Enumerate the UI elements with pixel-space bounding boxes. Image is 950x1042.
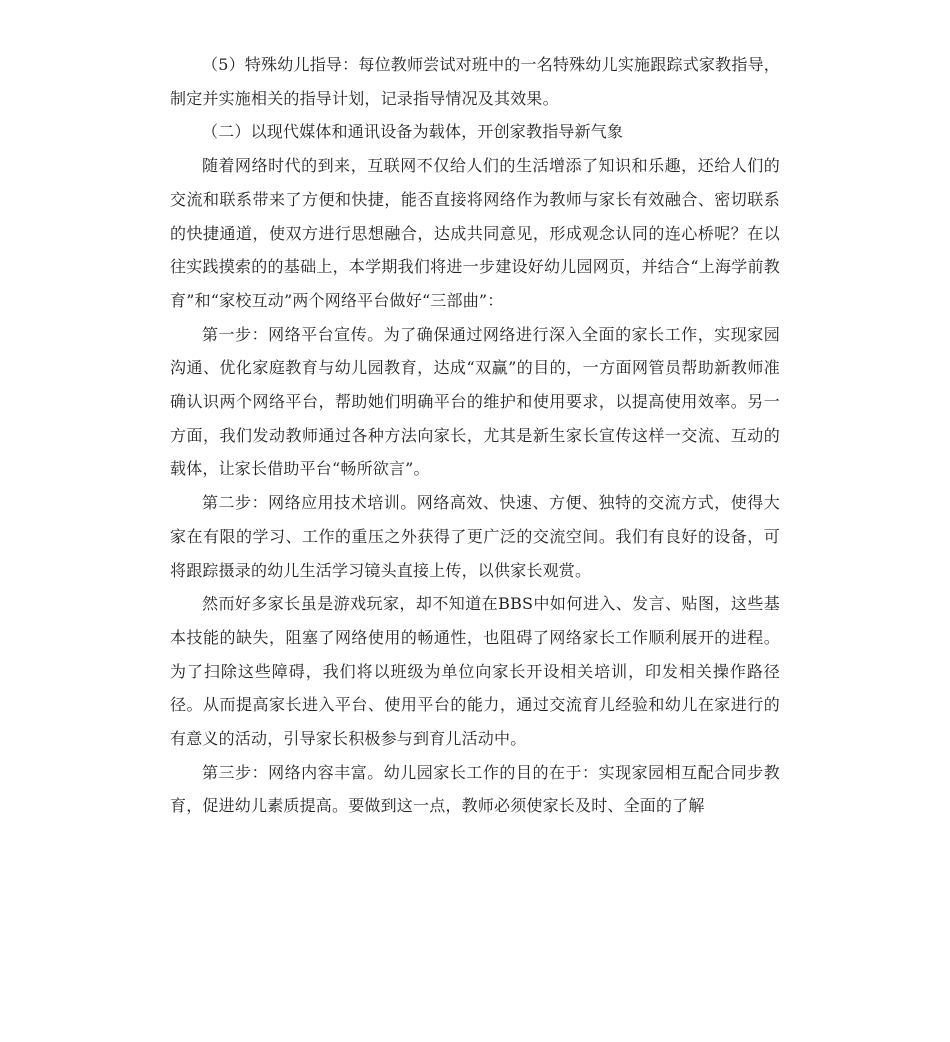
section-heading-modern-media: （二）以现代媒体和通讯设备为载体，开创家教指导新气象 <box>202 122 624 142</box>
paragraph-special-child-guidance: （5）特殊幼儿指导：每位教师尝试对班中的一名特殊幼儿实施跟踪式家教指导，制定并实施相关的指导计划，记录指导情况及其效果。 <box>170 55 780 108</box>
paragraph-step-one: 第一步：网络平台宣传。为了确保通过网络进行深入全面的家长工作，实现家园沟通、优化家庭教育与幼儿园教育，达成“双赢”的目的，一方面网管员帮助新教师准确认识两个网络平台，帮助她们明确平台的维护和使用要求，以提高使用效率。另一方面，我们发动教师通过各种方法向家长，尤其是新生家长宣传这样一交流、互动的载体，让家长借助平台“畅所欲言”。 <box>170 324 780 479</box>
paragraph-step-three: 第三步：网络内容丰富。幼儿园家长工作的目的在于：实现家园相互配合同步教育，促进幼儿素质提高。要做到这一点，教师必须使家长及时、全面的了解 <box>170 762 780 816</box>
paragraph-internet-era: 随着网络时代的到来，互联网不仅给人们的生活增添了知识和乐趣，还给人们的交流和联系带来了方便和快捷，能否直接将网络作为教师与家长有效融合、密切联系的快捷通道，使双方进行思想融合，达成共同意见，形成观念认同的连心桥呢？在以往实践摸索的的基础上，本学期我们将进一步建设好幼儿园网页，并结合“上海学前教育”和“家校互动”两个网络平台做好“三部曲”： <box>170 156 780 310</box>
document-page <box>170 48 780 823</box>
paragraph-step-two: 第二步：网络应用技术培训。网络高效、快速、方便、独特的交流方式，使得大家在有限的学习、工作的重压之外获得了更广泛的交流空间。我们有良好的设备，可将跟踪摄录的幼儿生活学习镜头直接上传，以供家长观赏。 <box>170 493 780 580</box>
paragraph-parent-training: 然而好多家长虽是游戏玩家，却不知道在BBS中如何进入、发言、贴图，这些基本技能的缺失，阻塞了网络使用的畅通性，也阻碍了网络家长工作顺利展开的进程。为了扫除这些障碍，我们将以班级为单位向家长开设相关培训，印发相关操作路径径。从而提高家长进入平台、使用平台的能力，通过交流育儿经验和幼儿在家进行的有意义的活动，引导家长积极参与到育儿活动中。 <box>170 594 780 749</box>
